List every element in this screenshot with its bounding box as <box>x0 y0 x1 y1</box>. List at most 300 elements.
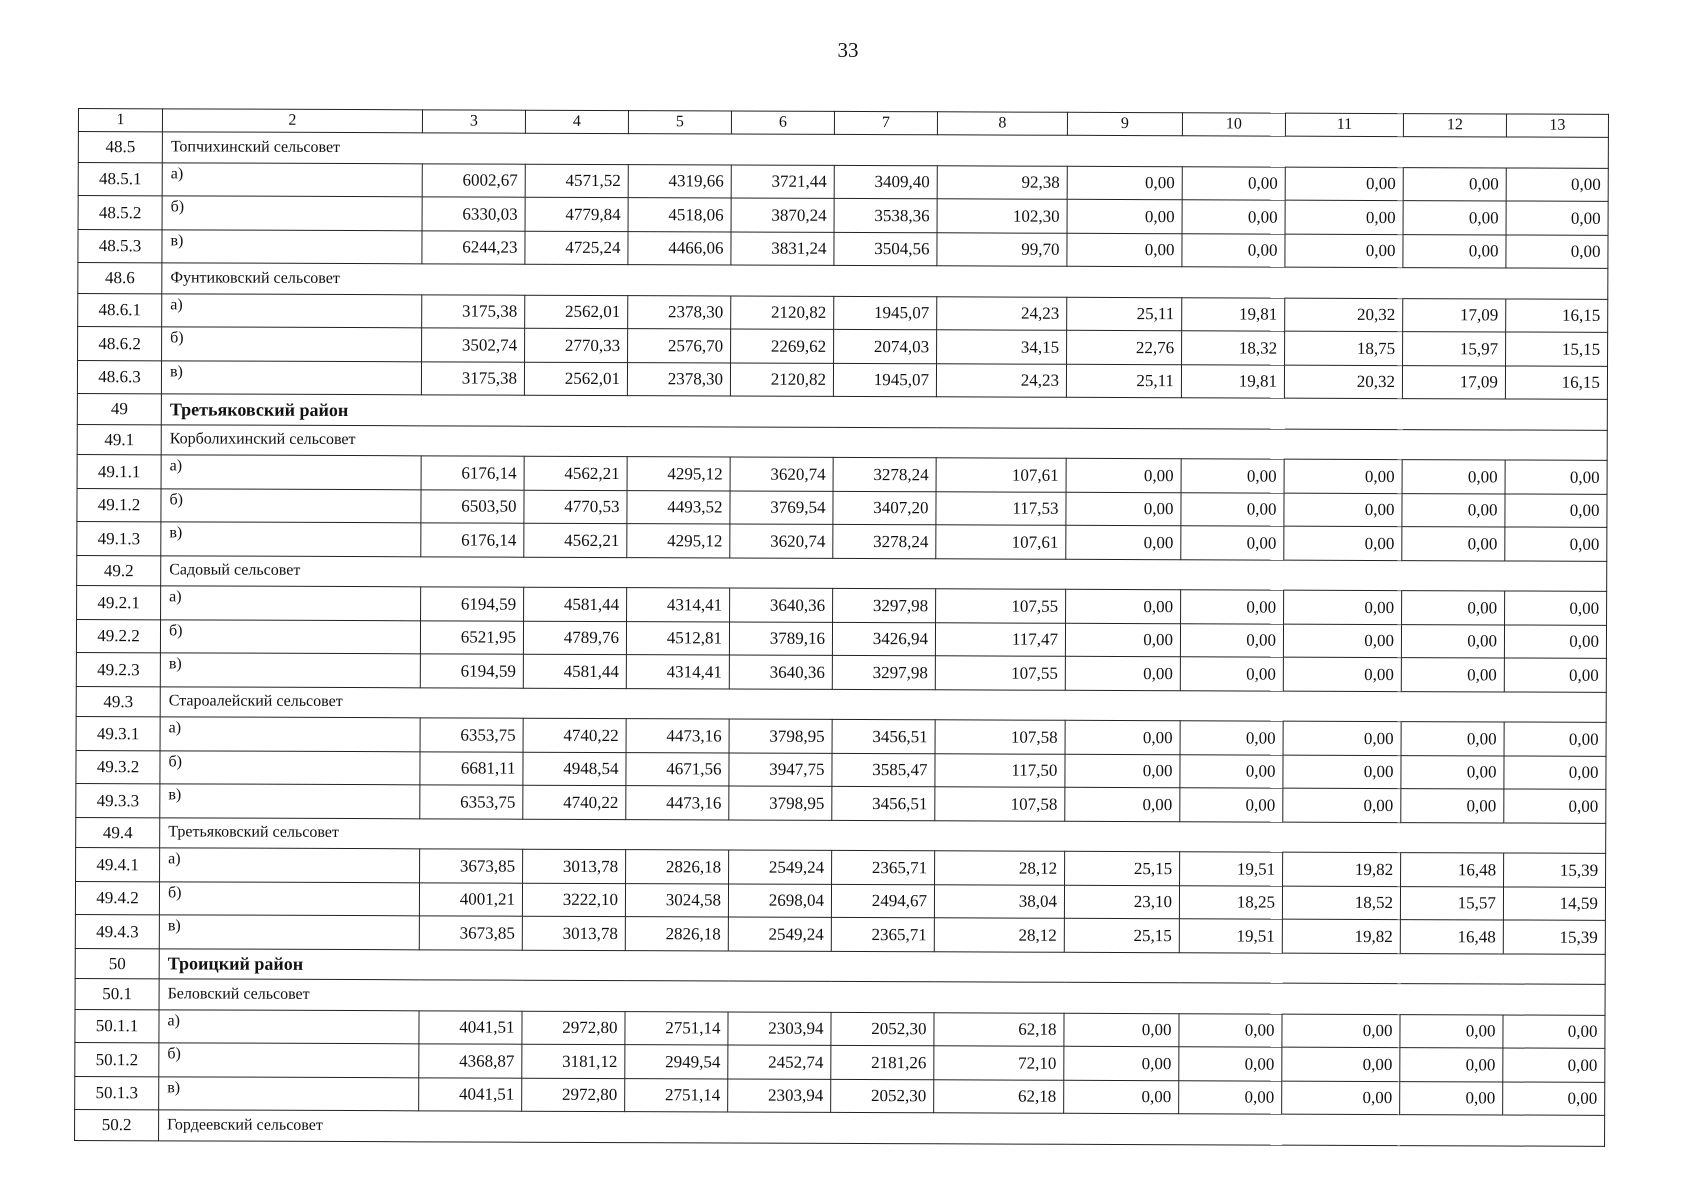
value-cell: 2576,70 <box>628 329 731 363</box>
value-cell: 3013,78 <box>523 849 626 883</box>
value-cell: 0,00 <box>1284 526 1402 560</box>
value-cell: 15,15 <box>1506 332 1608 366</box>
value-cell: 15,97 <box>1403 332 1506 366</box>
value-cell: 0,00 <box>1180 623 1283 657</box>
value-cell: 3278,24 <box>833 524 936 558</box>
header-cell: 5 <box>628 111 731 134</box>
row-variant-label: б) <box>160 750 420 784</box>
value-cell: 0,00 <box>1180 788 1283 822</box>
row-code: 49.3.1 <box>76 716 160 750</box>
value-cell: 6503,50 <box>421 489 524 523</box>
value-cell: 6353,75 <box>420 718 523 752</box>
value-cell: 117,50 <box>935 753 1065 787</box>
value-cell: 4314,41 <box>627 588 730 622</box>
value-cell: 0,00 <box>1283 624 1401 658</box>
row-code: 48.5 <box>78 132 162 163</box>
value-cell: 3407,20 <box>833 491 936 525</box>
value-cell: 6681,11 <box>420 751 523 785</box>
value-cell: 2181,26 <box>831 1045 934 1079</box>
value-cell: 0,00 <box>1506 167 1608 201</box>
value-cell: 4512,81 <box>626 621 729 655</box>
district-name: Третьяковский район <box>161 394 1607 430</box>
header-cell: 10 <box>1182 113 1285 136</box>
value-cell: 4948,54 <box>523 752 626 786</box>
value-cell: 16,48 <box>1400 920 1503 954</box>
value-cell: 0,00 <box>1065 787 1180 821</box>
value-cell: 25,15 <box>1065 851 1180 885</box>
value-cell: 4562,21 <box>524 456 627 490</box>
value-cell: 2120,82 <box>731 296 834 330</box>
row-code: 49 <box>77 393 161 424</box>
row-code: 50.1.2 <box>75 1042 159 1076</box>
value-cell: 0,00 <box>1504 624 1606 658</box>
value-cell: 4368,87 <box>419 1044 522 1078</box>
value-cell: 3798,95 <box>729 786 832 820</box>
value-cell: 20,32 <box>1285 298 1403 332</box>
value-cell: 20,32 <box>1284 365 1402 399</box>
value-cell: 0,00 <box>1182 166 1285 200</box>
settlement-name: Фунтиковский сельсовет <box>162 263 1608 299</box>
value-cell: 0,00 <box>1282 1081 1400 1115</box>
value-cell: 3175,38 <box>422 294 525 328</box>
value-cell: 107,58 <box>935 720 1065 754</box>
row-code: 49.3.3 <box>76 783 160 817</box>
value-cell: 0,00 <box>1180 721 1283 755</box>
header-cell: 8 <box>937 112 1067 135</box>
value-cell: 6330,03 <box>422 197 525 231</box>
value-cell: 3585,47 <box>832 753 935 787</box>
value-cell: 18,52 <box>1282 886 1400 920</box>
value-cell: 2549,24 <box>728 917 831 951</box>
value-cell: 0,00 <box>1064 1080 1179 1114</box>
value-cell: 1945,07 <box>834 296 937 330</box>
table-body <box>75 109 1609 1146</box>
row-code: 48.5.3 <box>78 229 162 263</box>
value-cell: 2494,67 <box>831 884 934 918</box>
value-cell: 2751,14 <box>625 1078 728 1112</box>
value-cell: 3456,51 <box>832 719 935 753</box>
value-cell: 0,00 <box>1065 754 1180 788</box>
value-cell: 0,00 <box>1180 754 1283 788</box>
value-cell: 3222,10 <box>522 883 625 917</box>
value-cell: 102,30 <box>937 199 1067 233</box>
value-cell: 0,00 <box>1179 1047 1282 1081</box>
value-cell: 17,09 <box>1403 298 1506 332</box>
value-cell: 2562,01 <box>525 295 628 329</box>
row-variant-label: а) <box>160 848 420 882</box>
value-cell: 28,12 <box>934 918 1064 952</box>
value-cell: 2052,30 <box>831 1079 934 1113</box>
row-code: 49.1 <box>77 424 161 455</box>
header-cell: 4 <box>525 110 628 133</box>
value-cell: 18,32 <box>1182 331 1285 365</box>
value-cell: 0,00 <box>1065 656 1180 690</box>
value-cell: 2949,54 <box>625 1045 728 1079</box>
value-cell: 0,00 <box>1064 1013 1179 1047</box>
value-cell: 0,00 <box>1180 657 1283 691</box>
value-cell: 0,00 <box>1506 234 1608 268</box>
value-cell: 2972,80 <box>522 1078 625 1112</box>
value-cell: 24,23 <box>936 363 1066 397</box>
value-cell: 0,00 <box>1401 755 1504 789</box>
value-cell: 0,00 <box>1402 591 1505 625</box>
value-cell: 4041,51 <box>419 1010 522 1044</box>
header-cell: 11 <box>1285 113 1403 136</box>
row-variant-label: в) <box>162 229 422 263</box>
value-cell: 0,00 <box>1403 201 1506 235</box>
value-cell: 4581,44 <box>523 654 626 688</box>
row-variant-label: а) <box>160 717 420 751</box>
value-cell: 0,00 <box>1067 233 1182 267</box>
value-cell: 0,00 <box>1283 755 1401 789</box>
value-cell: 3673,85 <box>420 849 523 883</box>
header-cell: 12 <box>1403 114 1506 137</box>
value-cell: 0,00 <box>1182 233 1285 267</box>
value-cell: 3870,24 <box>731 198 834 232</box>
value-cell: 117,47 <box>935 622 1065 656</box>
value-cell: 0,00 <box>1065 720 1180 754</box>
row-variant-label: б) <box>162 196 422 230</box>
row-code: 50 <box>75 948 159 979</box>
value-cell: 107,55 <box>936 589 1066 623</box>
value-cell: 0,00 <box>1505 493 1607 527</box>
value-cell: 3947,75 <box>729 753 832 787</box>
value-cell: 3409,40 <box>834 165 937 199</box>
row-code: 50.1.1 <box>75 1009 159 1043</box>
value-cell: 18,75 <box>1285 331 1403 365</box>
value-cell: 23,10 <box>1064 885 1179 919</box>
value-cell: 2549,24 <box>729 850 832 884</box>
value-cell: 72,10 <box>934 1046 1064 1080</box>
header-cell: 9 <box>1067 112 1182 135</box>
row-code: 49.3.2 <box>76 750 160 784</box>
value-cell: 3538,36 <box>834 198 937 232</box>
value-cell: 4740,22 <box>523 785 626 819</box>
value-cell: 16,15 <box>1505 365 1607 399</box>
value-cell: 0,00 <box>1283 721 1401 755</box>
row-code: 48.5.2 <box>78 196 162 230</box>
value-cell: 25,11 <box>1066 364 1181 398</box>
row-variant-label: в) <box>161 360 421 394</box>
row-variant-label: в) <box>161 522 421 556</box>
row-code: 50.1.3 <box>75 1076 159 1110</box>
value-cell: 3504,56 <box>834 232 937 266</box>
value-cell: 0,00 <box>1400 1014 1503 1048</box>
value-cell: 4001,21 <box>419 882 522 916</box>
value-cell: 6244,23 <box>422 230 525 264</box>
row-code: 48.6 <box>78 263 162 294</box>
value-cell: 6176,14 <box>421 523 524 557</box>
value-cell: 2074,03 <box>834 329 937 363</box>
value-cell: 99,70 <box>937 232 1067 266</box>
value-cell: 4466,06 <box>628 231 731 265</box>
value-cell: 0,00 <box>1182 200 1285 234</box>
value-cell: 34,15 <box>937 330 1067 364</box>
value-cell: 0,00 <box>1403 167 1506 201</box>
row-variant-label: в) <box>160 653 420 687</box>
row-code: 49.2.3 <box>76 652 160 686</box>
row-code: 49.2 <box>77 555 161 586</box>
value-cell: 0,00 <box>1504 722 1606 756</box>
value-cell: 107,61 <box>936 458 1066 492</box>
value-cell: 3831,24 <box>731 232 834 266</box>
row-code: 50.1 <box>75 978 159 1009</box>
row-variant-label: а) <box>161 455 421 489</box>
row-code: 50.2 <box>75 1109 159 1140</box>
value-cell: 24,23 <box>937 296 1067 330</box>
value-cell: 0,00 <box>1065 623 1180 657</box>
row-code: 48.5.1 <box>78 162 162 196</box>
row-code: 48.6.2 <box>78 327 162 361</box>
value-cell: 2120,82 <box>730 363 833 397</box>
value-cell: 2972,80 <box>522 1011 625 1045</box>
value-cell: 3640,36 <box>730 588 833 622</box>
value-cell: 0,00 <box>1284 459 1402 493</box>
settlement-row <box>75 1109 1605 1145</box>
value-cell: 3426,94 <box>832 622 935 656</box>
value-cell: 3297,98 <box>833 588 936 622</box>
header-cell: 3 <box>422 110 525 133</box>
value-cell: 0,00 <box>1285 234 1403 268</box>
value-cell: 3175,38 <box>421 361 524 395</box>
value-cell: 19,81 <box>1182 297 1285 331</box>
value-cell: 4314,41 <box>626 655 729 689</box>
value-cell: 19,82 <box>1282 919 1400 953</box>
row-code: 49.1.3 <box>77 521 161 555</box>
value-cell: 62,18 <box>934 1079 1064 1113</box>
row-variant-label: б) <box>160 619 420 653</box>
value-cell: 0,00 <box>1402 460 1505 494</box>
value-cell: 0,00 <box>1505 591 1607 625</box>
row-code: 49.1.1 <box>77 454 161 488</box>
value-cell: 0,00 <box>1401 624 1504 658</box>
settlement-name: Староалейский сельсовет <box>160 686 1606 722</box>
value-cell: 0,00 <box>1402 493 1505 527</box>
tariff-table <box>74 108 1609 1146</box>
value-cell: 0,00 <box>1401 658 1504 692</box>
value-cell: 0,00 <box>1401 722 1504 756</box>
value-cell: 3297,98 <box>832 655 935 689</box>
value-cell: 3640,36 <box>729 655 832 689</box>
value-cell: 2770,33 <box>525 328 628 362</box>
value-cell: 3024,58 <box>625 883 728 917</box>
value-cell: 0,00 <box>1067 199 1182 233</box>
value-cell: 3502,74 <box>422 328 525 362</box>
value-cell: 4779,84 <box>525 197 628 231</box>
value-cell: 6353,75 <box>420 785 523 819</box>
row-code: 49.2.2 <box>76 619 160 653</box>
value-cell: 0,00 <box>1066 525 1181 559</box>
value-cell: 4473,16 <box>626 786 729 820</box>
value-cell: 0,00 <box>1283 788 1401 822</box>
value-cell: 0,00 <box>1282 1047 1400 1081</box>
value-cell: 2826,18 <box>625 917 728 951</box>
value-cell: 15,57 <box>1400 886 1503 920</box>
value-cell: 0,00 <box>1284 590 1402 624</box>
value-cell: 3721,44 <box>731 165 834 199</box>
value-cell: 0,00 <box>1181 590 1284 624</box>
value-cell: 0,00 <box>1503 1048 1605 1082</box>
value-cell: 17,09 <box>1402 365 1505 399</box>
value-cell: 4770,53 <box>524 490 627 524</box>
value-cell: 0,00 <box>1403 234 1506 268</box>
value-cell: 0,00 <box>1181 526 1284 560</box>
row-variant-label: в) <box>159 915 419 949</box>
header-cell: 7 <box>834 111 937 134</box>
header-cell: 2 <box>162 109 422 133</box>
value-cell: 25,15 <box>1064 918 1179 952</box>
settlement-name: Топчихинский сельсовет <box>162 132 1608 168</box>
row-code: 49.3 <box>76 686 160 717</box>
row-variant-label: в) <box>159 1076 419 1110</box>
district-name: Троицкий район <box>159 948 1605 984</box>
row-variant-label: б) <box>159 1043 419 1077</box>
value-cell: 1945,07 <box>833 363 936 397</box>
row-code: 49.4 <box>76 817 160 848</box>
settlement-name: Третьяковский сельсовет <box>160 817 1606 853</box>
value-cell: 0,00 <box>1285 167 1403 201</box>
value-cell: 117,53 <box>936 491 1066 525</box>
row-code: 48.6.3 <box>77 360 161 394</box>
row-code: 49.4.1 <box>76 847 160 881</box>
value-cell: 0,00 <box>1503 1014 1605 1048</box>
value-cell: 0,00 <box>1066 589 1181 623</box>
value-cell: 19,81 <box>1181 364 1284 398</box>
value-cell: 3673,85 <box>419 916 522 950</box>
row-variant-label: а) <box>162 162 422 196</box>
value-cell: 22,76 <box>1067 330 1182 364</box>
settlement-name: Беловский сельсовет <box>159 979 1605 1015</box>
value-cell: 28,12 <box>935 851 1065 885</box>
value-cell: 3798,95 <box>729 719 832 753</box>
value-cell: 4493,52 <box>627 490 730 524</box>
value-cell: 0,00 <box>1064 1046 1179 1080</box>
row-variant-label: а) <box>162 293 422 327</box>
value-cell: 0,00 <box>1400 1048 1503 1082</box>
value-cell: 2378,30 <box>628 295 731 329</box>
value-cell: 2052,30 <box>831 1012 934 1046</box>
value-cell: 4295,12 <box>627 524 730 558</box>
value-cell: 2562,01 <box>524 362 627 396</box>
value-cell: 0,00 <box>1402 527 1505 561</box>
value-cell: 16,48 <box>1401 853 1504 887</box>
value-cell: 15,39 <box>1504 853 1606 887</box>
value-cell: 0,00 <box>1506 201 1608 235</box>
value-cell: 2269,62 <box>731 329 834 363</box>
value-cell: 6521,95 <box>420 620 523 654</box>
settlement-name: Садовый сельсовет <box>161 555 1607 591</box>
value-cell: 3278,24 <box>833 457 936 491</box>
value-cell: 25,11 <box>1067 297 1182 331</box>
value-cell: 0,00 <box>1504 658 1606 692</box>
value-cell: 92,38 <box>937 165 1067 199</box>
value-cell: 2303,94 <box>728 1012 831 1046</box>
value-cell: 4725,24 <box>525 231 628 265</box>
value-cell: 4671,56 <box>626 752 729 786</box>
value-cell: 0,00 <box>1179 1013 1282 1047</box>
value-cell: 3620,74 <box>730 524 833 558</box>
row-code: 49.4.2 <box>75 881 159 915</box>
value-cell: 4041,51 <box>419 1077 522 1111</box>
value-cell: 0,00 <box>1284 493 1402 527</box>
value-cell: 0,00 <box>1066 458 1181 492</box>
header-cell: 1 <box>78 109 162 132</box>
row-variant-label: в) <box>160 784 420 818</box>
value-cell: 0,00 <box>1181 492 1284 526</box>
value-cell: 2303,94 <box>728 1079 831 1113</box>
value-cell: 0,00 <box>1283 657 1401 691</box>
value-cell: 2751,14 <box>625 1011 728 1045</box>
value-cell: 107,58 <box>935 787 1065 821</box>
value-cell: 38,04 <box>934 884 1064 918</box>
row-variant-label: б) <box>162 327 422 361</box>
value-cell: 6194,59 <box>420 654 523 688</box>
value-cell: 3456,51 <box>832 786 935 820</box>
value-cell: 19,51 <box>1179 919 1282 953</box>
value-cell: 4295,12 <box>627 457 730 491</box>
row-variant-label: б) <box>159 881 419 915</box>
header-cell: 6 <box>731 111 834 134</box>
value-cell: 4319,66 <box>628 164 731 198</box>
value-cell: 2698,04 <box>728 884 831 918</box>
value-cell: 4518,06 <box>628 198 731 232</box>
value-cell: 19,51 <box>1180 852 1283 886</box>
value-cell: 4473,16 <box>626 719 729 753</box>
value-cell: 4581,44 <box>524 587 627 621</box>
value-cell: 0,00 <box>1401 789 1504 823</box>
settlement-name: Гордеевский сельсовет <box>159 1110 1605 1146</box>
row-code: 49.1.2 <box>77 488 161 522</box>
row-code: 48.6.1 <box>78 293 162 327</box>
header-cell: 13 <box>1506 114 1608 137</box>
value-cell: 0,00 <box>1504 755 1606 789</box>
value-cell: 6194,59 <box>421 587 524 621</box>
value-cell: 3769,54 <box>730 491 833 525</box>
tariff-table-wrapper <box>74 108 1608 1146</box>
value-cell: 62,18 <box>934 1012 1064 1046</box>
value-cell: 0,00 <box>1067 166 1182 200</box>
value-cell: 2826,18 <box>626 850 729 884</box>
value-cell: 0,00 <box>1066 492 1181 526</box>
value-cell: 4789,76 <box>523 621 626 655</box>
value-cell: 3013,78 <box>522 916 625 950</box>
value-cell: 0,00 <box>1282 1014 1400 1048</box>
value-cell: 0,00 <box>1504 789 1606 823</box>
settlement-name: Корболихинский сельсовет <box>161 424 1607 460</box>
value-cell: 6002,67 <box>422 163 525 197</box>
row-code: 49.2.1 <box>77 585 161 619</box>
value-cell: 0,00 <box>1179 1080 1282 1114</box>
value-cell: 0,00 <box>1285 200 1403 234</box>
value-cell: 4562,21 <box>524 523 627 557</box>
value-cell: 18,25 <box>1179 885 1282 919</box>
value-cell: 3620,74 <box>730 457 833 491</box>
value-cell: 4740,22 <box>523 718 626 752</box>
value-cell: 19,82 <box>1283 852 1401 886</box>
value-cell: 16,15 <box>1506 298 1608 332</box>
row-variant-label: а) <box>161 586 421 620</box>
value-cell: 6176,14 <box>421 456 524 490</box>
value-cell: 2365,71 <box>832 850 935 884</box>
value-cell: 2452,74 <box>728 1045 831 1079</box>
value-cell: 0,00 <box>1181 459 1284 493</box>
row-variant-label: а) <box>159 1009 419 1043</box>
value-cell: 107,55 <box>935 656 1065 690</box>
value-cell: 0,00 <box>1400 1081 1503 1115</box>
row-code: 49.4.3 <box>75 914 159 948</box>
value-cell: 0,00 <box>1505 527 1607 561</box>
value-cell: 4571,52 <box>525 164 628 198</box>
